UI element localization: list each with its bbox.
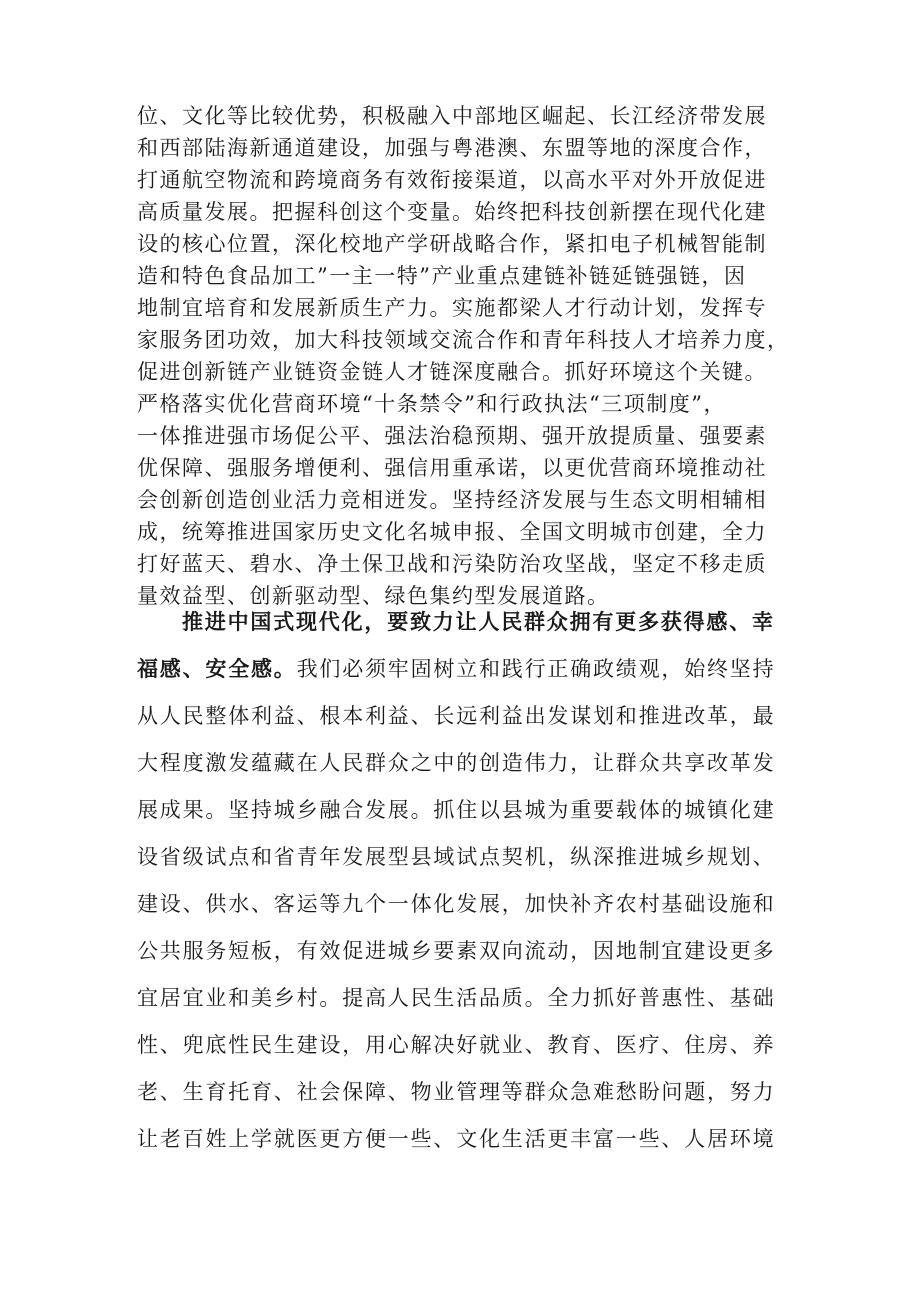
paragraph-1-line: 地制宜培育和发展新质生产力。实施都梁人才行动计划，发挥专 <box>137 296 767 320</box>
paragraph-2-lead-emphasis: 福感、安全感。 <box>137 656 297 681</box>
paragraph-2-line: 老、生育托育、社会保障、物业管理等群众急难愁盼问题，努力 <box>137 1080 776 1104</box>
paragraph-1-line: 造和特色食品加工”一主一特”产业重点建链补链延链强链，因 <box>137 264 747 288</box>
paragraph-1-line: 一体推进强市场促公平、强法治稳预期、强开放提质量、强要素 <box>137 424 767 448</box>
paragraph-1-line: 打通航空物流和跨境商务有效衔接渠道，以高水平对外开放促进 <box>137 168 767 192</box>
paragraph-2-lead-line: 推进中国式现代化，要致力让人民群众拥有更多获得感、幸 <box>182 609 775 634</box>
paragraph-2-line: 建设、供水、客运等九个一体化发展，加快补齐农村基础设施和 <box>137 892 776 916</box>
paragraph-1-line: 和西部陆海新通道建设，加强与粤港澳、东盟等地的深度合作， <box>137 136 767 160</box>
paragraph-2-line: 公共服务短板，有效促进城乡要素双向流动，因地制宜建设更多 <box>137 939 776 963</box>
paragraph-2-line-rest: 我们必须牢固树立和践行正确政绩观，始终坚持 <box>296 657 776 681</box>
paragraph-1-line: 严格落实优化营商环境“十条禁令”和行政执法“三项制度”， <box>137 392 726 416</box>
paragraph-1-line: 家服务团功效，加大科技领域交流合作和青年科技人才培养力度， <box>137 328 790 352</box>
paragraph-2-line: 展成果。坚持城乡融合发展。抓住以县城为重要载体的城镇化建 <box>137 798 776 822</box>
paragraph-1-line: 高质量发展。把握科创这个变量。始终把科技创新摆在现代化建 <box>137 200 767 224</box>
paragraph-2-line <box>137 657 775 681</box>
paragraph-1-line: 优保障、强服务增便利、强信用重承诺，以更优营商环境推动社 <box>137 456 767 480</box>
paragraph-1-line: 位、文化等比较优势，积极融入中部地区崛起、长江经济带发展 <box>137 104 767 128</box>
paragraph-1-line: 会创新创造创业活力竞相迸发。坚持经济发展与生态文明相辅相 <box>137 488 767 512</box>
paragraph-1-line: 量效益型、创新驱动型、绿色集约型发展道路。 <box>137 584 610 608</box>
paragraph-1-line: 促进创新链产业链资金链人才链深度融合。抓好环境这个关键。 <box>137 360 767 384</box>
paragraph-2-line: 宜居宜业和美乡村。提高人民生活品质。全力抓好普惠性、基础 <box>137 986 776 1010</box>
paragraph-2-line: 从人民整体利益、根本利益、长远利益出发谋划和推进改革，最 <box>137 704 776 728</box>
paragraph-2-line: 设省级试点和省青年发展型县域试点契机，纵深推进城乡规划、 <box>137 845 776 869</box>
paragraph-2-line: 让老百姓上学就医更方便一些、文化生活更丰富一些、人居环境 <box>137 1127 776 1151</box>
paragraph-1-line: 设的核心位置，深化校地产学研战略合作，紧扣电子机械智能制 <box>137 232 767 256</box>
paragraph-2-line: 性、兜底性民生建设，用心解决好就业、教育、医疗、住房、养 <box>137 1033 776 1057</box>
paragraph-1-line: 打好蓝天、碧水、净土保卫战和污染防治攻坚战，坚定不移走质 <box>137 552 767 576</box>
paragraph-1-line: 成，统筹推进国家历史文化名城申报、全国文明城市创建，全力 <box>137 520 767 544</box>
paragraph-2-line: 大程度激发蕴藏在人民群众之中的创造伟力，让群众共享改革发 <box>137 751 776 775</box>
